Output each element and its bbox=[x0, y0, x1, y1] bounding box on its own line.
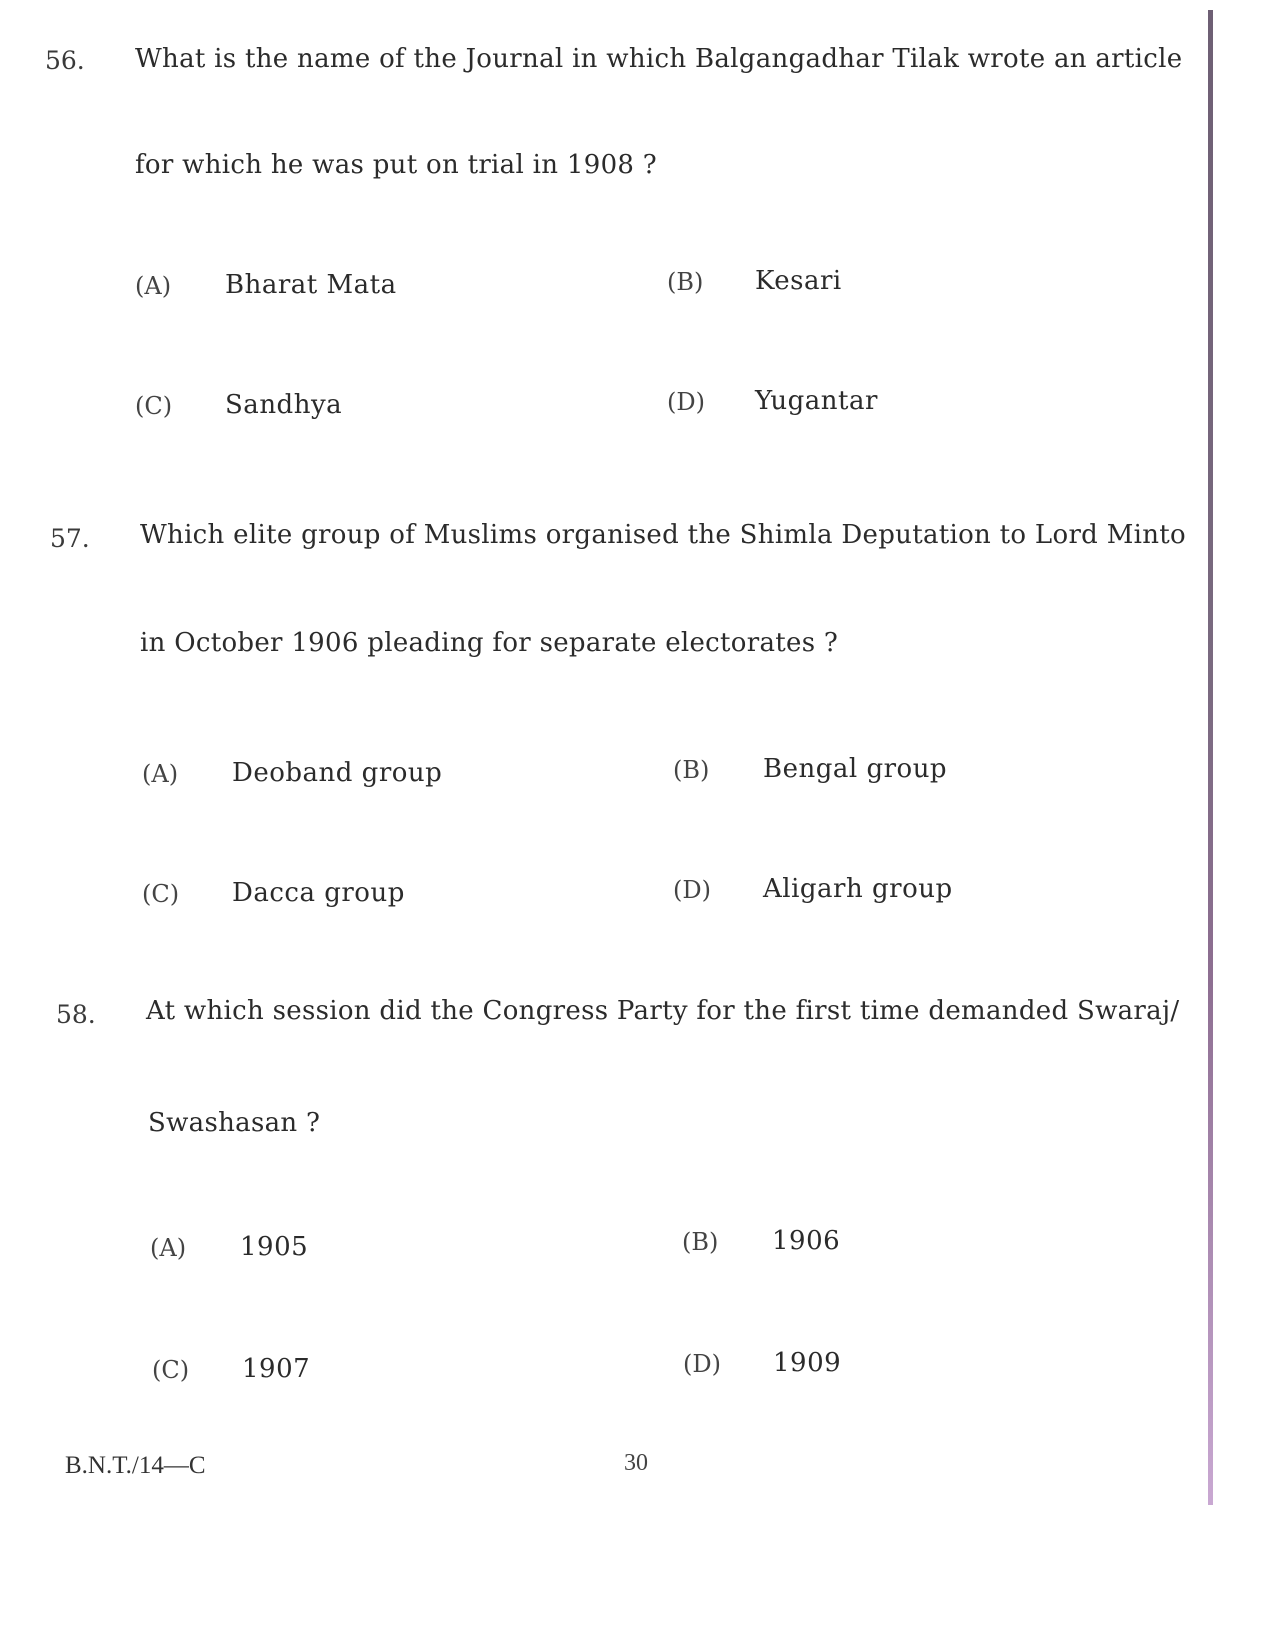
option-b-text: Bengal group bbox=[763, 754, 948, 784]
question-text-line-2: in October 1906 pleading for separate electorates ? bbox=[140, 628, 839, 658]
option-a-text: Deoband group bbox=[232, 758, 443, 788]
option-b-label: (B) bbox=[673, 756, 710, 784]
question-number: 58. bbox=[56, 1000, 96, 1029]
question-text-line-2: Swashasan ? bbox=[148, 1108, 321, 1138]
option-c-text: Sandhya bbox=[225, 390, 343, 420]
page-number: 30 bbox=[624, 1450, 648, 1476]
page-edge-line bbox=[1208, 10, 1213, 1505]
option-c-label: (C) bbox=[142, 880, 180, 908]
option-d-label: (D) bbox=[667, 388, 705, 416]
option-a-label: (A) bbox=[142, 760, 179, 788]
option-d-text: 1909 bbox=[773, 1348, 842, 1378]
option-b-text: Kesari bbox=[755, 266, 842, 296]
option-c-text: Dacca group bbox=[232, 878, 405, 908]
option-b-label: (B) bbox=[667, 268, 704, 296]
question-number: 57. bbox=[50, 524, 90, 553]
option-d-label: (D) bbox=[683, 1350, 721, 1378]
option-d-label: (D) bbox=[673, 876, 711, 904]
option-d-text: Aligarh group bbox=[763, 874, 953, 904]
footer-booklet-code: B.N.T./14—C bbox=[65, 1452, 206, 1479]
option-c-text: 1907 bbox=[242, 1354, 311, 1384]
option-a-text: 1905 bbox=[240, 1232, 309, 1262]
option-a-text: Bharat Mata bbox=[225, 270, 397, 300]
question-text-line-1: What is the name of the Journal in which Balgangadhar Tilak wrote an article bbox=[135, 44, 1183, 74]
option-d-text: Yugantar bbox=[755, 386, 878, 416]
option-c-label: (C) bbox=[135, 392, 173, 420]
option-b-label: (B) bbox=[682, 1228, 719, 1256]
option-a-label: (A) bbox=[150, 1234, 187, 1262]
option-b-text: 1906 bbox=[772, 1226, 841, 1256]
question-number: 56. bbox=[45, 46, 85, 75]
question-text-line-1: At which session did the Congress Party for the first time demanded Swaraj/ bbox=[146, 996, 1180, 1026]
option-a-label: (A) bbox=[135, 272, 172, 300]
option-c-label: (C) bbox=[152, 1356, 190, 1384]
question-text-line-1: Which elite group of Muslims organised the Shimla Deputation to Lord Minto bbox=[140, 520, 1186, 550]
question-text-line-2: for which he was put on trial in 1908 ? bbox=[135, 150, 658, 180]
